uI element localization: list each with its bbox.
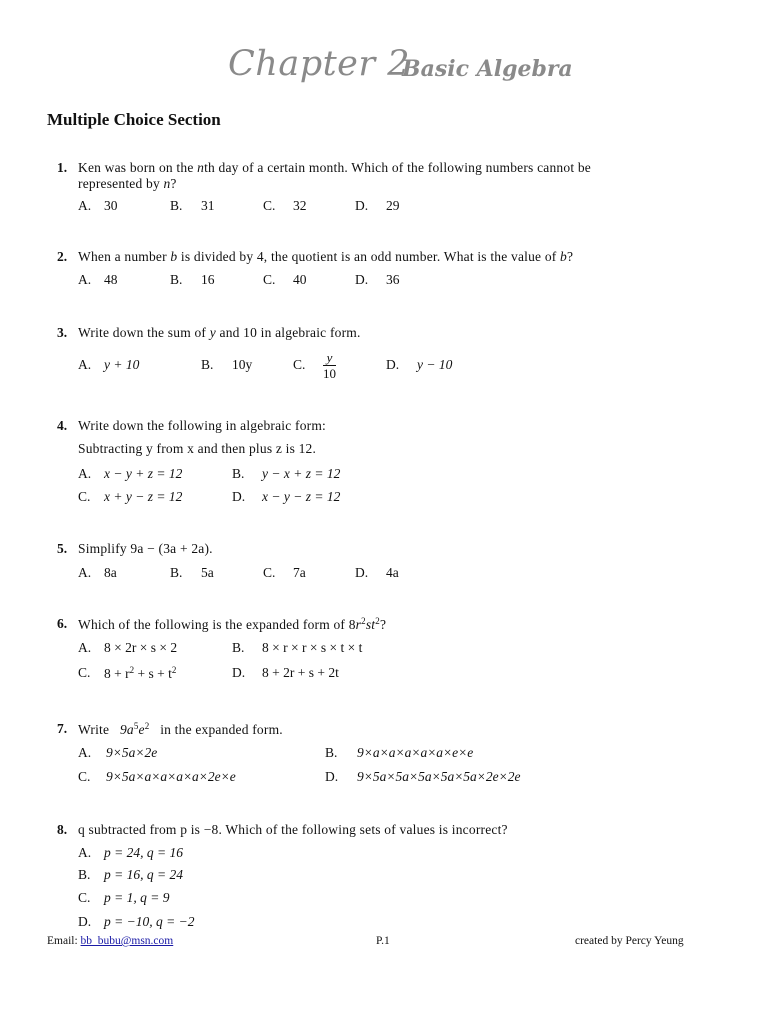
option-value: 5a [201,565,214,580]
option-value: 4a [386,565,399,580]
option-value: 48 [104,272,118,287]
option-value: 8 + 2r + s + 2t [262,665,339,680]
page-number: P.1 [376,935,390,947]
option-label: B. [170,198,183,213]
option-value: 8 × 2r × s × 2 [104,640,178,655]
option-label: C. [263,272,276,287]
option-value: p = −10, q = −2 [104,914,195,929]
option-label: B. [170,565,183,580]
option-label: A. [78,198,92,213]
option-label: C. [263,198,276,213]
option-label: B. [325,745,338,760]
question-text: q subtracted from p is −8. Which of the following sets of values is incorrect? [78,822,508,837]
option-label: D. [355,198,369,213]
fraction-numerator: y [323,350,336,366]
option-value: 31 [201,198,215,213]
option-label: A. [78,466,92,481]
question-text-line2: represented by n? [78,176,177,191]
question-number: 4. [57,418,68,433]
option-value: 9×a×a×a×a×a×e×e [357,745,474,760]
option-label: D. [232,489,246,504]
option-label: D. [325,769,339,784]
option-label: C. [78,890,91,905]
option-value: 10y [232,357,253,372]
question-text: Write $9a^5e^2$ in the expanded form. [78,721,283,737]
option-label: A. [78,357,92,372]
option-label: C. [263,565,276,580]
option-label: C. [78,665,91,680]
option-value: p = 24, q = 16 [104,845,183,860]
option-value: x − y + z = 12 [104,466,183,481]
question-number: 7. [57,721,68,736]
option-fraction [323,350,336,381]
fraction-denominator: 10 [323,366,336,381]
chapter-title: Chapter 2 [228,44,410,84]
option-value: 8a [104,565,117,580]
option-value: 29 [386,198,400,213]
question-number: 6. [57,616,68,631]
email-label: Email: [47,935,81,947]
option-value: y + 10 [104,357,140,372]
option-label: A. [78,745,92,760]
question-text-line2: Subtracting y from x and then plus z is 12. [78,441,317,456]
question-text: Which of the following is the expanded form of $8r^2st^2$? [78,616,387,632]
option-value: y − x + z = 12 [262,466,341,481]
option-label: D. [355,565,369,580]
question-number: 8. [57,822,68,837]
option-label: B. [78,867,91,882]
option-label: A. [78,565,92,580]
footer-email [47,935,173,947]
section-heading: Multiple Choice Section [47,110,221,129]
option-value: 7a [293,565,306,580]
option-label: B. [232,466,245,481]
question-number: 1. [57,160,68,175]
option-label: A. [78,272,92,287]
option-value: y − 10 [417,357,453,372]
footer-credit: created by Percy Yeung [575,935,684,947]
option-value: $8 + r^2 + s + t^2$ [104,665,177,681]
question-number: 5. [57,541,68,556]
option-label: B. [232,640,245,655]
question-number: 2. [57,249,68,264]
option-value: p = 1, q = 9 [104,890,170,905]
option-label: D. [232,665,246,680]
option-label: B. [170,272,183,287]
option-value: x + y − z = 12 [104,489,183,504]
option-value: 32 [293,198,307,213]
option-label: A. [78,845,92,860]
option-label: A. [78,640,92,655]
option-value: x − y − z = 12 [262,489,341,504]
question-text: Write down the sum of y and 10 in algebraic form. [78,325,361,340]
email-link[interactable]: bb_bubu@msn.com [80,935,174,947]
chapter-subtitle: Basic Algebra [402,56,573,82]
option-label: D. [386,357,400,372]
option-label: B. [201,357,214,372]
option-value: 30 [104,198,118,213]
option-label: D. [78,914,92,929]
option-value: p = 16, q = 24 [104,867,183,882]
question-text: Simplify 9a − (3a + 2a). [78,541,213,556]
option-label: C. [78,489,91,504]
option-value: 8 × r × r × s × t × t [262,640,363,655]
option-value: 9×5a×a×a×a×a×2e×e [106,769,236,784]
option-label: D. [355,272,369,287]
option-value: 40 [293,272,307,287]
option-label: C. [78,769,91,784]
question-number: 3. [57,325,68,340]
question-text: When a number b is divided by 4, the quotient is an odd number. What is the value of b? [78,249,574,264]
question-text: Write down the following in algebraic form: [78,418,326,433]
option-value: 9×5a×2e [106,745,158,760]
option-value: 16 [201,272,215,287]
option-value: 9×5a×5a×5a×5a×5a×2e×2e [357,769,521,784]
question-text: Ken was born on the nth day of a certain month. Which of the following numbers cannot be [78,160,591,175]
option-label: C. [293,357,306,372]
option-value: 36 [386,272,400,287]
